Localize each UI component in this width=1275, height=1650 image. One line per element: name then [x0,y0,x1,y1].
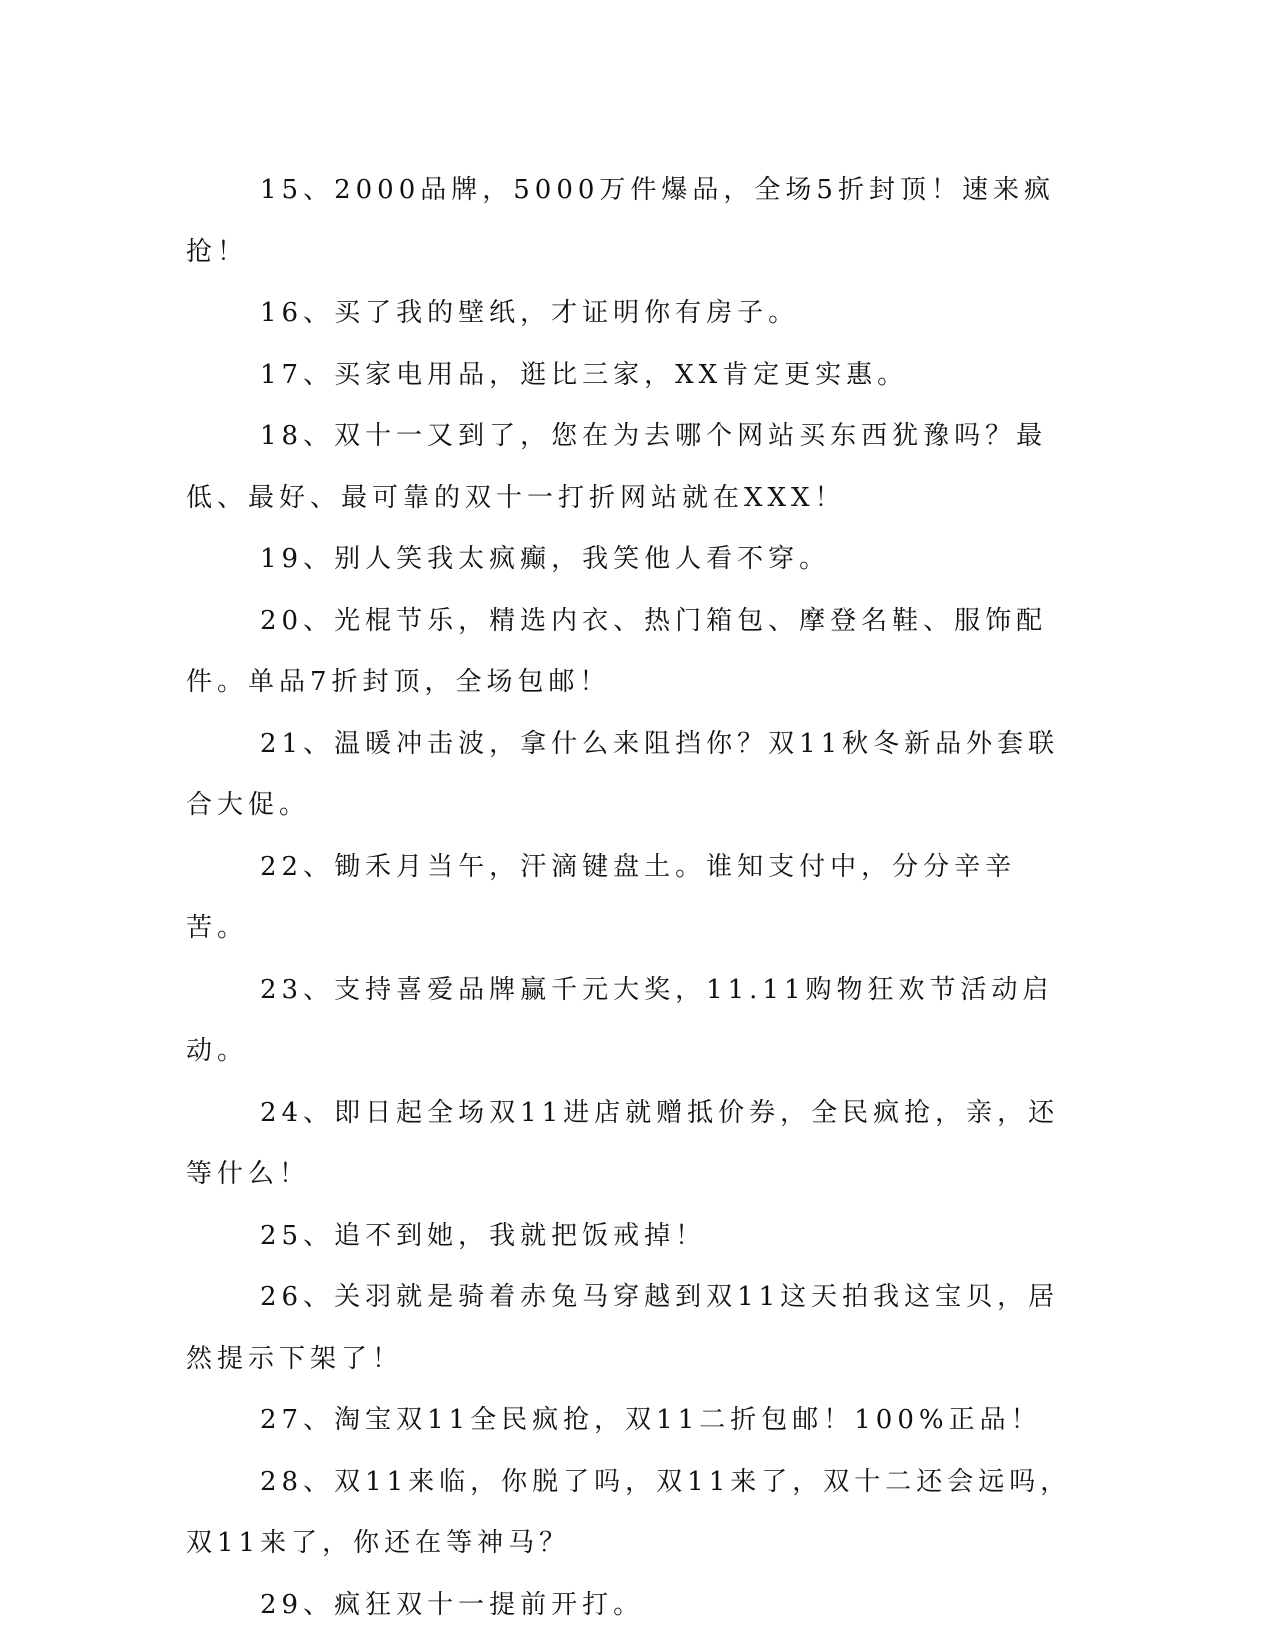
paragraph-25: 25、追不到她，我就把饭戒掉！ [260,1220,707,1251]
paragraph-19: 19、别人笑我太疯癫，我笑他人看不穿。 [260,544,831,574]
paragraph-20: 20、光棍节乐，精选内衣、热门箱包、摩登名鞋、服饰配件。单品7折封顶，全场包邮！ [186,605,1048,697]
paragraph-21: 21、温暖冲击波，拿什么来阻挡你？双11秋冬新品外套联合大促。 [186,728,1060,820]
document-body [186,160,1076,1636]
paragraph-27: 27、淘宝双11全民疯抢，双11二折包邮！100%正品！ [260,1405,1042,1435]
paragraph-22: 22、锄禾月当午，汗滴键盘土。谁知支付中，分分辛辛苦。 [186,851,1017,943]
paragraph-23: 23、支持喜爱品牌赢千元大奖，11.11购物狂欢节活动启动。 [186,974,1054,1066]
paragraph-15: 15、2000品牌，5000万件爆品，全场5折封顶！速来疯抢！ [186,175,1055,267]
paragraph-18: 18、双十一又到了，您在为去哪个网站买东西犹豫吗？最低、最好、最可靠的双十一打折网站就在XXX！ [186,421,1048,513]
paragraph-26: 26、关羽就是骑着赤兔马穿越到双11这天拍我这宝贝，居然提示下架了！ [186,1282,1060,1374]
paragraph-16: 16、买了我的壁纸，才证明你有房子。 [260,298,800,328]
paragraph-17: 17、买家电用品，逛比三家，XX肯定更实惠。 [260,359,909,390]
paragraph-24: 24、即日起全场双11进店就赠抵价券，全民疯抢，亲，还等什么！ [186,1097,1060,1189]
paragraph-28: 28、双11来临，你脱了吗，双11来了，双十二还会远吗，双11来了，你还在等神马？ [186,1466,1072,1558]
paragraph-29: 29、疯狂双十一提前开打。 [260,1589,645,1620]
